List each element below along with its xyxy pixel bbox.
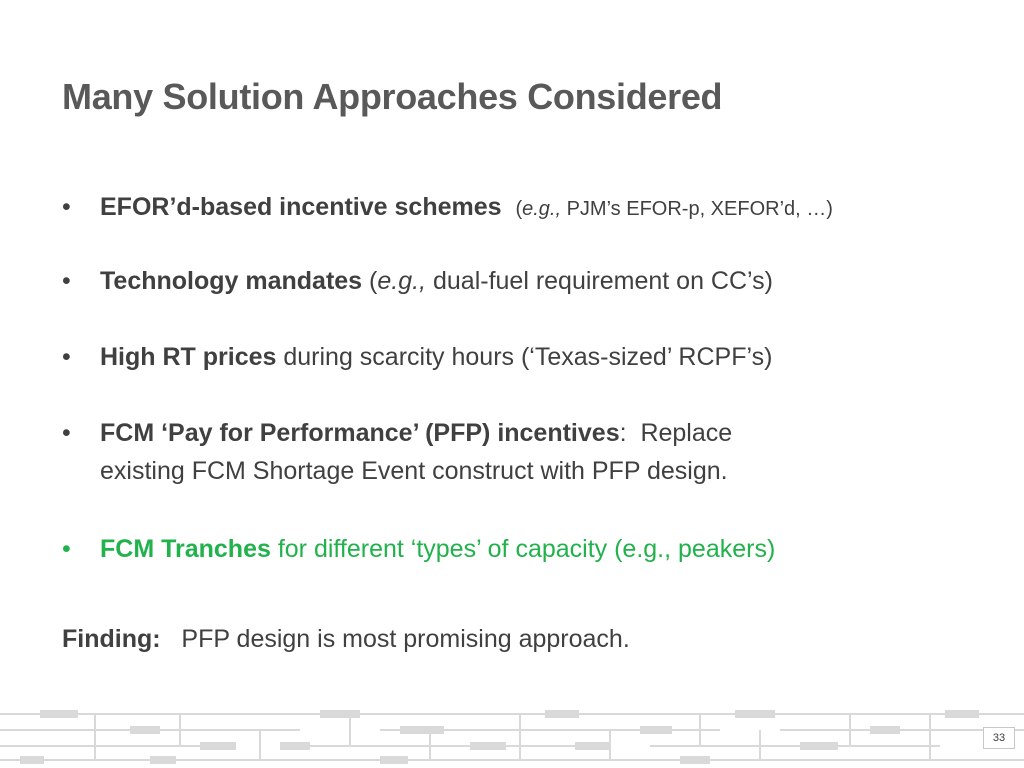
bullet-rest: during scarcity hours (‘Texas-sized’ RCPF’s) xyxy=(276,343,773,371)
bullet-open: ( xyxy=(515,198,523,220)
bullet-dot: • xyxy=(62,343,71,371)
bullet-text xyxy=(100,530,980,568)
bullet-text xyxy=(100,262,980,300)
bullet-text xyxy=(100,414,980,490)
finding-line xyxy=(62,620,630,658)
bullet-dot: • xyxy=(62,419,71,447)
finding-label: Finding: xyxy=(62,625,161,653)
bullet-text xyxy=(100,338,980,376)
bullet-dot: • xyxy=(62,267,71,295)
page-number: 33 xyxy=(983,727,1015,749)
bullet-bold: FCM Tranches xyxy=(100,535,271,563)
bullet-bold: FCM ‘Pay for Performance’ (PFP) incentives xyxy=(100,419,620,447)
bullet-line2: existing FCM Shortage Event construct with PFP design. xyxy=(100,457,728,485)
page-title: Many Solution Approaches Considered xyxy=(62,76,723,117)
bullet-rest: Replace xyxy=(626,419,733,447)
bullet-bold: High RT prices xyxy=(100,343,277,371)
bullet-bold: Technology mandates xyxy=(100,267,363,295)
bullet-eg: e.g., xyxy=(377,267,427,295)
bullet-dot: • xyxy=(62,193,71,221)
bullet-dot: • xyxy=(62,535,71,563)
circuit-decoration xyxy=(0,700,1024,768)
bullet-rest: PJM’s EFOR-p, XEFOR’d, …) xyxy=(561,198,833,220)
bullet-open: ( xyxy=(362,267,378,295)
bullet-text xyxy=(100,188,980,228)
bullet-colon: : xyxy=(619,419,627,447)
bullet-eg: e.g., xyxy=(522,198,562,220)
bullet-rest: dual-fuel requirement on CC’s) xyxy=(426,267,773,295)
bullet-bold: EFOR’d-based incentive schemes xyxy=(100,193,502,221)
finding-text: PFP design is most promising approach. xyxy=(181,625,630,653)
bullet-rest: for different ‘types’ of capacity (e.g., peakers) xyxy=(270,535,776,563)
